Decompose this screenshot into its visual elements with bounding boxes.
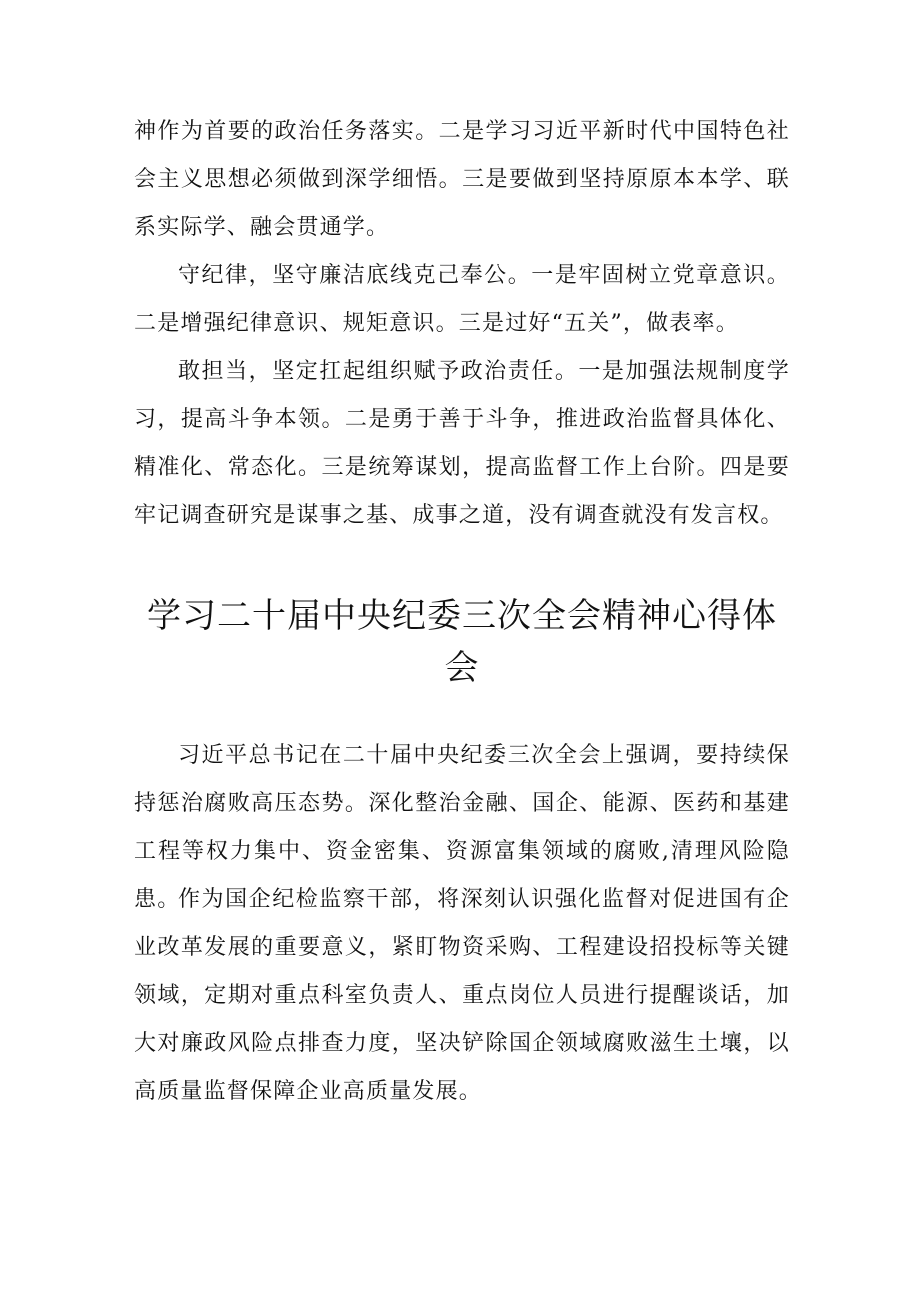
paragraph-discipline: 守纪律，坚守廉洁底线克己奉公。一是牢固树立党章意识。二是增强纪律意识、规矩意识。三是过好“五关”，做表率。 [134,263,790,336]
article-title: 学习二十届中央纪委三次全会精神心得体会 [147,596,777,688]
paragraph-speech: 习近平总书记在二十届中央纪委三次全会上强调，要持续保持惩治腐败高压态势。深化整治金融、国企、能源、医药和基建工程等权力集中、资金密集、资源富集领域的腐败,清理风险隐患。 [134,743,790,912]
paragraph-responsibility: 敢担当，坚定扛起组织赋予政治责任。一是加强法规制度学习，提高斗争本领。二是勇于善于斗争，推进政治监督具体化、精准化、常态化。三是统筹谋划，提高监督工作上台阶。四是要牢记调查研究是谋事之基、成事之道，没有调查就没有发言权。 [134,359,790,528]
paragraph-continued: 神作为首要的政治任务落实。二是学习习近平新时代中国特色社会主义思想必须做到深学细悟。三是要做到坚持原原本本学、联系实际学、融会贯通学。 [134,119,790,240]
paragraph-supervision: 作为国企纪检监察干部，将深刻认识强化监督对促进国有企业改革发展的重要意义，紧盯物资采购、工程建设招投标等关键领域，定期对重点科室负责人、重点岗位人员进行提醒谈话，加大对廉政风险点排查力度，坚决铲除国企领域腐败滋生土壤，以高质量监督保障企业高质量发展。 [134,887,790,1104]
